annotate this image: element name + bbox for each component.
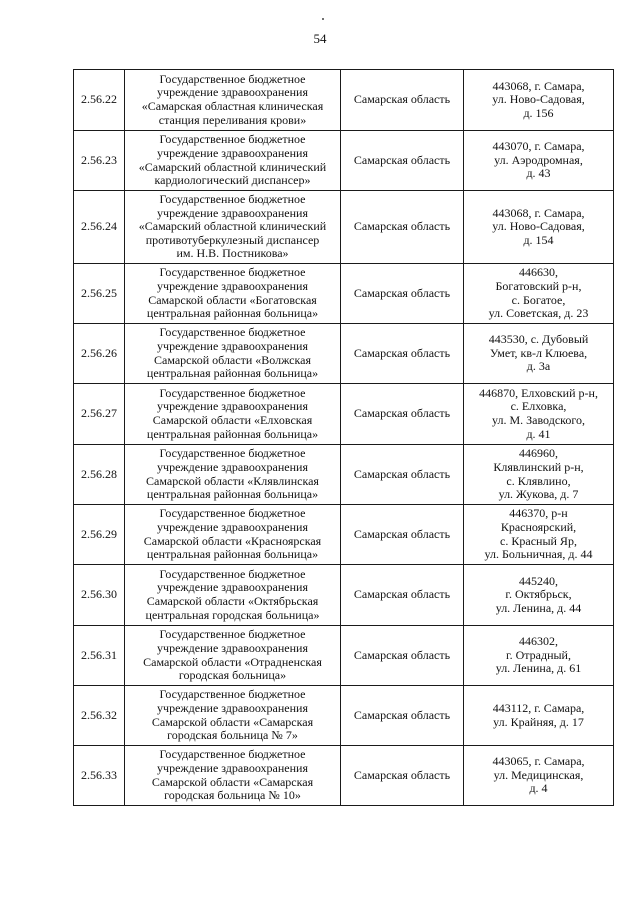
institution-name-line: учреждение здравоохранения bbox=[157, 580, 308, 595]
address-line: с. Красный Яр, bbox=[500, 533, 577, 548]
region: Самарская область bbox=[341, 70, 464, 131]
address-line: 443068, г. Самара, bbox=[492, 78, 585, 93]
institution-name-line: Государственное бюджетное bbox=[159, 325, 306, 340]
institution-name-line: учреждение здравоохранения bbox=[157, 760, 308, 775]
address-line: д. 43 bbox=[526, 166, 551, 181]
institution-name-line: центральная районная больница» bbox=[146, 366, 319, 381]
institution-name bbox=[125, 384, 341, 445]
institution-name-line: учреждение здравоохранения bbox=[157, 519, 308, 534]
address bbox=[464, 746, 614, 806]
institution-name bbox=[125, 70, 341, 131]
region: Самарская область bbox=[341, 746, 464, 806]
institution-name-line: Государственное бюджетное bbox=[159, 192, 306, 207]
address-line: Умет, кв-л Клюева, bbox=[489, 345, 588, 360]
table-row bbox=[74, 384, 614, 445]
table-row bbox=[74, 565, 614, 626]
institution-name-line: учреждение здравоохранения bbox=[157, 85, 308, 100]
address bbox=[464, 626, 614, 686]
address-line: с. Богатое, bbox=[511, 292, 566, 307]
institution-name-line: Государственное бюджетное bbox=[159, 506, 306, 521]
institution-name-line: учреждение здравоохранения bbox=[157, 278, 308, 293]
address-line: Клявлинский р-н, bbox=[493, 459, 584, 474]
address-line: Красноярский, bbox=[500, 519, 577, 534]
address-line: д. 154 bbox=[523, 232, 554, 247]
institution-name-line: Самарской области «Елховская bbox=[152, 413, 313, 427]
address-line: д. 156 bbox=[523, 105, 554, 120]
address-line: 445240, bbox=[519, 573, 558, 588]
institution-name bbox=[125, 191, 341, 264]
region: Самарская область bbox=[341, 505, 464, 565]
row-number: 2.56.22 bbox=[74, 70, 125, 131]
institution-name-line: городская больница № 7» bbox=[167, 728, 298, 743]
institution-name-line: противотуберкулезный диспансер bbox=[145, 232, 320, 247]
institution-name-line: Государственное бюджетное bbox=[159, 747, 306, 762]
institution-name-line: Самарской области «Самарская bbox=[151, 774, 314, 789]
row-number: 2.56.33 bbox=[74, 746, 125, 806]
region: Самарская область bbox=[341, 626, 464, 686]
institution-name bbox=[125, 746, 341, 806]
region: Самарская область bbox=[341, 264, 464, 324]
institution-name-line: городская больница» bbox=[178, 668, 287, 683]
address-line: 446630, bbox=[519, 265, 558, 280]
table-row bbox=[74, 70, 614, 131]
region: Самарская область bbox=[341, 131, 464, 191]
institution-name-line: кардиологический диспансер» bbox=[154, 173, 311, 188]
institution-name-line: им. Н.В. Постникова» bbox=[176, 246, 289, 261]
institution-name-line: центральная районная больница» bbox=[146, 426, 319, 441]
address-line: ул. Ново-Садовая, bbox=[492, 219, 585, 234]
row-number: 2.56.25 bbox=[74, 264, 125, 324]
row-number: 2.56.31 bbox=[74, 626, 125, 686]
institution-name-line: «Самарский областной клинический bbox=[138, 159, 327, 174]
table-row bbox=[74, 505, 614, 565]
address-line: г. Отрадный, bbox=[506, 647, 571, 662]
institution-name-line: Самарской области «Красноярская bbox=[143, 533, 322, 548]
institution-name-line: станция переливания крови» bbox=[158, 112, 307, 127]
address-line: ул. М. Заводского, bbox=[492, 413, 585, 427]
institution-name-line: «Самарская областная клиническая bbox=[141, 99, 324, 113]
address-line: ул. Ленина, д. 61 bbox=[495, 661, 582, 676]
address-line: 443112, г. Самара, bbox=[492, 700, 585, 715]
address bbox=[464, 686, 614, 746]
institution-name-line: центральная городская больница» bbox=[145, 607, 320, 622]
institution-name-line: центральная районная больница» bbox=[146, 547, 319, 562]
address-line: с. Елховка, bbox=[510, 399, 567, 414]
address bbox=[464, 505, 614, 565]
institution-name bbox=[125, 131, 341, 191]
address-line: ул. Больничная, д. 44 bbox=[484, 547, 593, 562]
table-row bbox=[74, 445, 614, 505]
address-line: д. 3а bbox=[526, 359, 551, 374]
region: Самарская область bbox=[341, 565, 464, 626]
institution-name-line: Самарской области «Богатовская bbox=[148, 292, 317, 307]
institution-name bbox=[125, 686, 341, 746]
region: Самарская область bbox=[341, 324, 464, 384]
institution-name-line: Самарской области «Самарская bbox=[151, 714, 314, 729]
address-line: 443068, г. Самара, bbox=[492, 205, 585, 220]
institution-name bbox=[125, 565, 341, 626]
row-number: 2.56.27 bbox=[74, 384, 125, 445]
address-line: 443070, г. Самара, bbox=[492, 139, 585, 154]
row-number: 2.56.30 bbox=[74, 565, 125, 626]
institution-name-line: Самарской области «Отрадненская bbox=[143, 654, 322, 669]
address-line: ул. Ново-Садовая, bbox=[492, 92, 585, 107]
address-line: 443065, г. Самара, bbox=[492, 754, 585, 769]
address bbox=[464, 324, 614, 384]
address bbox=[464, 131, 614, 191]
address-line: 446870, Елховский р-н, bbox=[479, 385, 598, 400]
institution-name-line: «Самарский областной клинический bbox=[138, 219, 327, 234]
page-number: 54 bbox=[313, 31, 327, 46]
institution-name-line: учреждение здравоохранения bbox=[157, 459, 308, 474]
table-row bbox=[74, 626, 614, 686]
address-line: Богатовский р-н, bbox=[495, 278, 582, 293]
institution-name-line: Самарской области «Октябрьская bbox=[146, 594, 319, 608]
institution-name-line: Государственное бюджетное bbox=[159, 627, 306, 642]
institution-name-line: Самарской области «Волжская bbox=[154, 352, 311, 367]
institution-name-line: Государственное бюджетное bbox=[159, 385, 306, 400]
institution-name-line: Государственное бюджетное bbox=[159, 446, 306, 461]
row-number: 2.56.26 bbox=[74, 324, 125, 384]
address-line: 446302, bbox=[519, 634, 558, 649]
region: Самарская область bbox=[341, 445, 464, 505]
address-line: 446960, bbox=[519, 446, 558, 461]
institution-name bbox=[125, 445, 341, 505]
row-number: 2.56.23 bbox=[74, 131, 125, 191]
institution-name bbox=[125, 264, 341, 324]
address bbox=[464, 384, 614, 445]
address-line: ул. Советская, д. 23 bbox=[488, 306, 589, 321]
address-line: 443530, с. Дубовый bbox=[488, 332, 589, 347]
institution-name-line: центральная районная больница» bbox=[146, 487, 319, 502]
table-row bbox=[74, 686, 614, 746]
institution-name-line: городская больница № 10» bbox=[164, 788, 301, 803]
institution-name-line: Государственное бюджетное bbox=[159, 265, 306, 280]
region: Самарская область bbox=[341, 686, 464, 746]
institution-name-line: Самарской области «Клявлинская bbox=[146, 473, 319, 488]
institution-name-line: учреждение здравоохранения bbox=[157, 700, 308, 715]
address-line: с. Клявлино, bbox=[506, 473, 571, 488]
table-row bbox=[74, 746, 614, 806]
address-line: ул. Ленина, д. 44 bbox=[495, 600, 582, 615]
region: Самарская область bbox=[341, 191, 464, 264]
row-number: 2.56.32 bbox=[74, 686, 125, 746]
region: Самарская область bbox=[341, 384, 464, 445]
institution-name-line: учреждение здравоохранения bbox=[157, 338, 308, 353]
address bbox=[464, 445, 614, 505]
address-line: ул. Медицинская, bbox=[493, 767, 584, 782]
institution-name-line: центральная районная больница» bbox=[146, 306, 319, 321]
institution-name-line: учреждение здравоохранения bbox=[157, 205, 308, 220]
address-line: д. 4 bbox=[529, 781, 548, 796]
institution-name-line: учреждение здравоохранения bbox=[157, 399, 308, 414]
address bbox=[464, 264, 614, 324]
institutions-table bbox=[73, 69, 614, 806]
institution-name-line: учреждение здравоохранения bbox=[157, 640, 308, 655]
address-line: ул. Аэродромная, bbox=[494, 152, 583, 167]
institution-name-line: Государственное бюджетное bbox=[159, 566, 306, 581]
institution-name bbox=[125, 324, 341, 384]
address bbox=[464, 70, 614, 131]
address-line: ул. Крайняя, д. 17 bbox=[493, 714, 584, 729]
row-number: 2.56.24 bbox=[74, 191, 125, 264]
row-number: 2.56.29 bbox=[74, 505, 125, 565]
institution-name-line: учреждение здравоохранения bbox=[157, 145, 308, 160]
address-line: г. Октябрьск, bbox=[505, 587, 572, 602]
address-line: ул. Жукова, д. 7 bbox=[498, 487, 579, 502]
table-row bbox=[74, 264, 614, 324]
institution-name bbox=[125, 505, 341, 565]
institution-name bbox=[125, 626, 341, 686]
table-row bbox=[74, 324, 614, 384]
institution-name-line: Государственное бюджетное bbox=[159, 687, 306, 702]
address bbox=[464, 565, 614, 626]
address bbox=[464, 191, 614, 264]
table-row bbox=[74, 191, 614, 264]
table-row bbox=[74, 131, 614, 191]
address-line: 446370, р-н bbox=[509, 506, 568, 521]
institution-name-line: Государственное бюджетное bbox=[159, 132, 306, 147]
scan-speck bbox=[322, 18, 324, 20]
address-line: д. 41 bbox=[526, 426, 551, 441]
institution-name-line: Государственное бюджетное bbox=[159, 71, 306, 86]
row-number: 2.56.28 bbox=[74, 445, 125, 505]
table-body bbox=[74, 70, 614, 806]
